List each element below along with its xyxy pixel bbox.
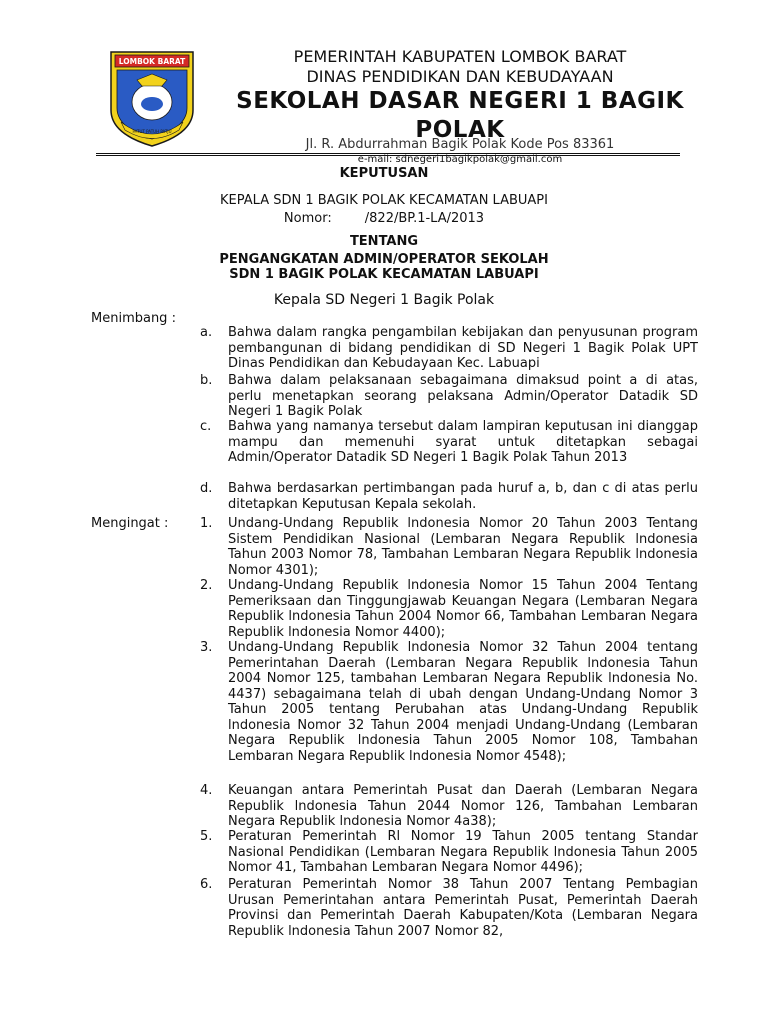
menimbang-item — [200, 373, 698, 420]
item-marker: 5. — [200, 829, 213, 844]
mengingat-item — [200, 578, 698, 640]
item-text: Bahwa berdasarkan pertimbangan pada huruf a, b, dan c di atas perlu ditetapkan Keputusan Kepala sekolah. — [228, 481, 698, 512]
logo-title-text: LOMBOK BARAT — [118, 57, 186, 66]
mengingat-item — [200, 877, 698, 939]
item-text: Peraturan Pemerintah Nomor 38 Tahun 2007 Tentang Pembagian Urusan Pemerintahan antara Pemerintah Pusat, Pemerintah Daerah Provinsi dan Pemerintah Daerah Kabupaten/Kota (Lembaran Negara Republik lndonesia Tahun 2007 Nomor 82, — [228, 877, 698, 939]
item-marker: 1. — [200, 516, 213, 531]
item-marker: b. — [200, 373, 213, 388]
logo-motto-text: PATUT PATUH PATJU — [132, 129, 172, 134]
kepala-heading: KEPALA SDN 1 BAGIK POLAK KECAMATAN LABUAPI — [220, 193, 548, 208]
keputusan-heading: KEPUTUSAN — [339, 166, 429, 181]
item-marker: d. — [200, 481, 213, 496]
letterhead-school-name-line2: POLAK — [415, 117, 505, 143]
item-marker: 2. — [200, 578, 213, 593]
item-marker: c. — [200, 419, 212, 434]
tentang-heading: TENTANG — [349, 234, 419, 249]
nomor-value: /822/BP.1-LA/2013 — [364, 211, 485, 226]
letterhead-address: Jl. R. Abdurrahman Bagik Polak Kode Pos 83361 — [305, 137, 615, 152]
mengingat-item — [200, 516, 698, 578]
item-text: Keuangan antara Pemerintah Pusat dan Daerah (Lembaran Negara Republik lndonesia Tahun 2044 Nomor 126, Tambahan Lembaran Negara Republik lndonesia Nomor 4a38); — [228, 783, 698, 829]
item-marker: 3. — [200, 640, 213, 655]
item-text: Undang-Undang Republik lndonesia Nomor 20 Tahun 2003 Tentang Sistem Pendidikan Nasional (Lembaran Negara Republik lndonesia Tahun 2003 Nomor 78, Tambahan Lembaran Negara Republik lndonesia Nomor 4301); — [228, 516, 698, 578]
item-marker: 4. — [200, 783, 213, 798]
menimbang-item — [200, 481, 698, 512]
mengingat-label: Mengingat : — [91, 516, 169, 531]
mengingat-item — [200, 640, 698, 764]
item-text: Bahwa dalam rangka pengambilan kebijakan dan penyusunan program pembangunan di bidang pendidikan di SD Negeri 1 Bagik Polak UPT Dinas Pendidikan dan Kebudayaan Kec. Labuapi — [228, 325, 698, 371]
mengingat-item — [200, 829, 698, 876]
document-number — [0, 211, 768, 226]
item-text: Bahwa dalam pelaksanaan sebagaimana dimaksud point a di atas, perlu menetapkan seorang pelaksana Admin/Operator Datadik SD Negeri 1 Bagik Polak — [228, 373, 698, 419]
item-text: Undang-Undang Republik lndonesia Nomor 32 Tahun 2004 tentang Pemerintahan Daerah (Lembaran Negara Republik lndonesia Tahun 2004 Nomor 125, tambahan Lembaran Negara Republik lndonesia No. 4437) sebagaimana telah di ubah dengan Undang-Undang Nomor 3 Tahun 2005 tentang Perubahan atas Undang-Undang Republik lndonesia Nomor 32 Tahun 2004 menjadi Undang-Undang (Lembaran Negara Republik lndonesia Tahun 2005 Nomor 108, Tambahan Lembaran Negara Republik lndonesia Nomor 4548); — [228, 640, 698, 764]
letterhead-department: DINAS PENDIDIKAN DAN KEBUDAYAAN — [306, 67, 614, 86]
subject-line-2: SDN 1 BAGIK POLAK KECAMATAN LABUAPI — [229, 267, 539, 282]
item-text: Peraturan Pemerintah Rl Nomor 19 Tahun 2005 tentang Standar Nasional Pendidikan (Lembaran Negara Republik lndonesia Tahun 2005 Nomor 41, Tambahan Lembaran Negara Nomor 4496); — [228, 829, 698, 875]
letterhead-school-name-line1: SEKOLAH DASAR NEGERI 1 BAGIK — [236, 88, 684, 114]
mengingat-item — [200, 783, 698, 830]
menimbang-item — [200, 419, 698, 466]
nomor-label: Nomor: — [283, 211, 332, 226]
item-text: Bahwa yang namanya tersebut dalam lampiran keputusan ini dianggap mampu dan memenuhi syarat untuk ditetapkan sebagai Admin/Operator Datadik SD Negeri 1 Bagik Polak Tahun 2013 — [228, 419, 698, 465]
subject-line-1: PENGANGKATAN ADMIN/OPERATOR SEKOLAH — [219, 252, 549, 267]
item-text: Undang-Undang Republik lndonesia Nomor 15 Tahun 2004 Tentang Pemeriksaan dan Tinggungjawab Keuangan Negara (Lembaran Negara Republik lndonesia Tahun 2004 Nomor 66, Tambahan Lembaran Negara Republik lndonesia Nomor 4400); — [228, 578, 698, 640]
item-marker: a. — [200, 325, 213, 340]
issuer-line: Kepala SD Negeri 1 Bagik Polak — [273, 292, 495, 308]
item-marker: 6. — [200, 877, 213, 892]
letterhead-government: PEMERINTAH KABUPATEN LOMBOK BARAT — [293, 47, 627, 66]
letterhead-email: e-mail: sdnegeri1bagikpolak@gmail.com — [357, 154, 563, 165]
menimbang-item — [200, 325, 698, 372]
lombok-barat-crest-logo — [107, 50, 197, 148]
menimbang-label: Menimbang : — [91, 311, 176, 326]
